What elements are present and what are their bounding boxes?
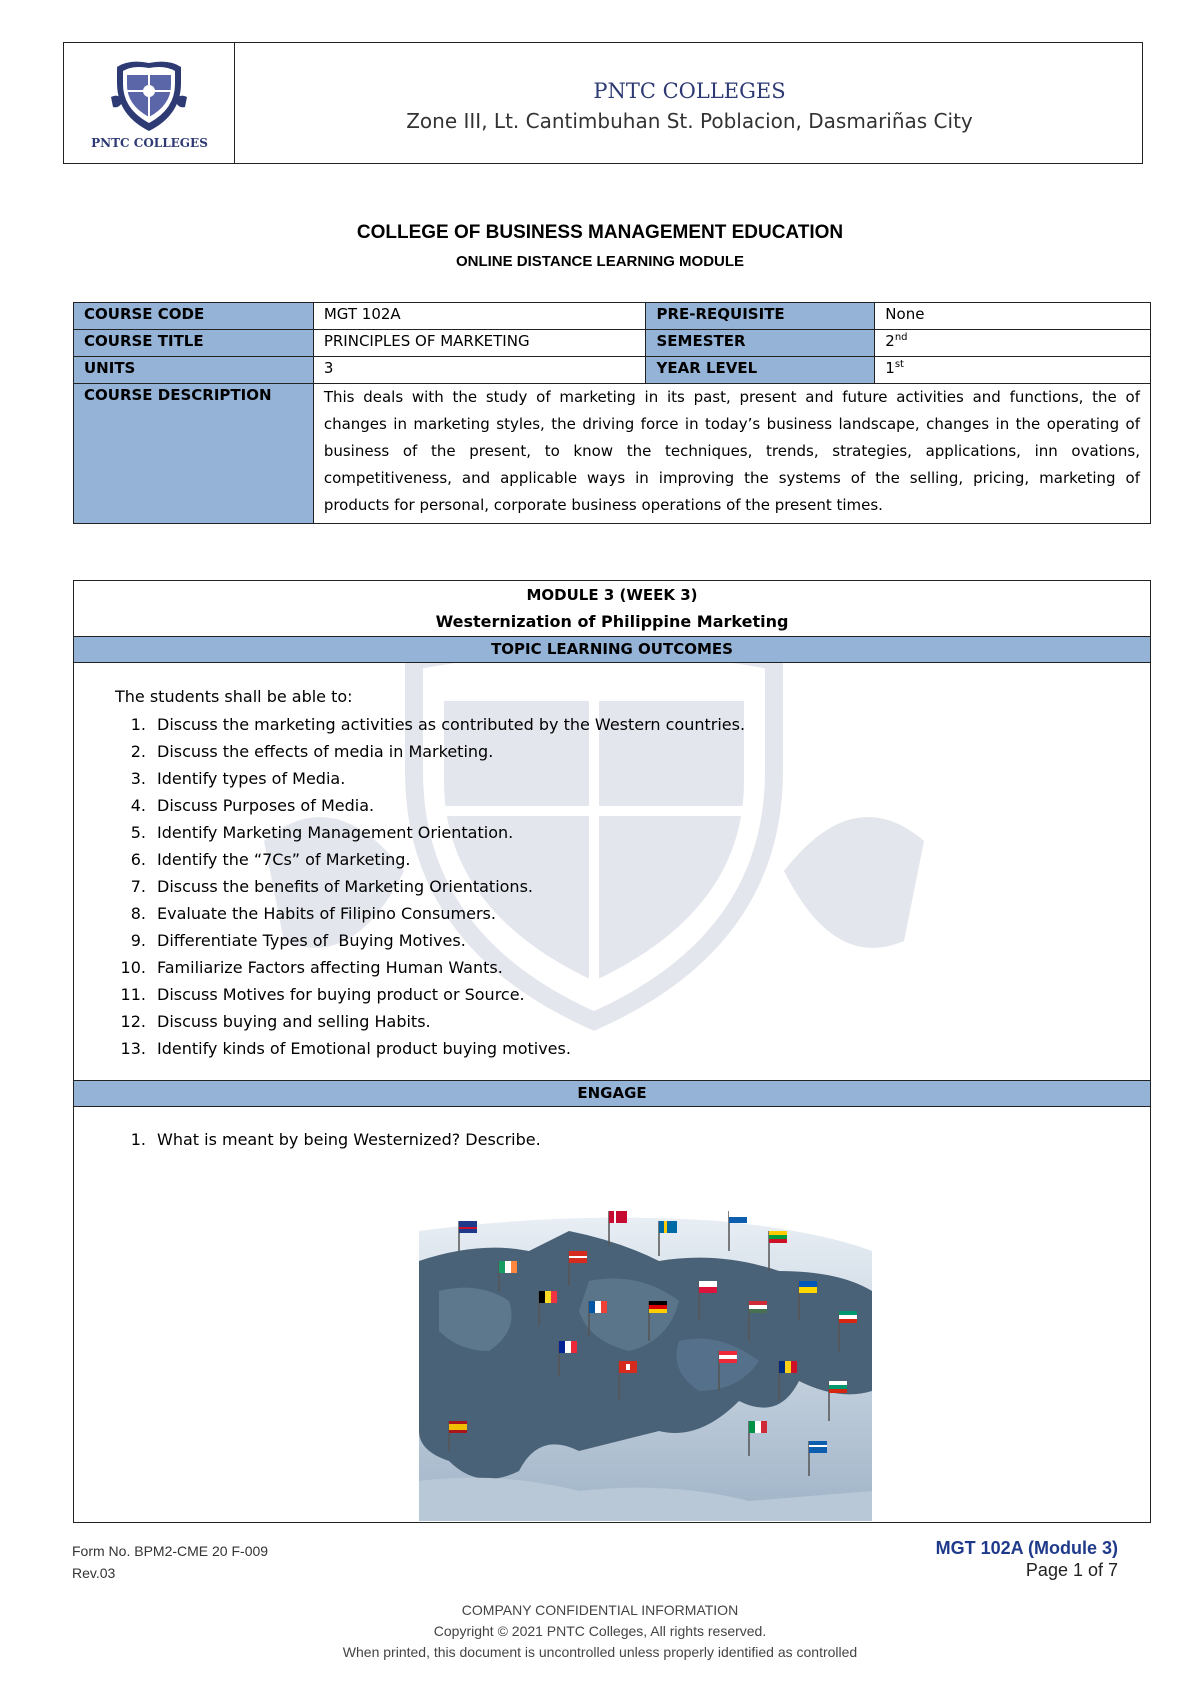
list-item: [108, 738, 745, 765]
page-number: Page 1 of 7: [1025, 1560, 1118, 1580]
topic-learning-outcomes-heading: TOPIC LEARNING OUTCOMES: [74, 636, 1150, 663]
prerequisite-value: None: [875, 303, 1151, 330]
list-item: [108, 792, 745, 819]
item-number: 7.: [130, 877, 146, 896]
item-text: Identify kinds of Emotional product buying motives.: [157, 1039, 571, 1058]
college-address: Zone III, Lt. Cantimbuhan St. Poblacion, Dasmariñas City: [406, 109, 973, 133]
header-box: [63, 42, 1143, 164]
prerequisite-label: PRE-REQUISITE: [646, 303, 875, 330]
item-number: 6.: [130, 850, 146, 869]
units-value: 3: [313, 357, 646, 384]
course-description-label: COURSE DESCRIPTION: [74, 384, 314, 524]
units-label: UNITS: [74, 357, 314, 384]
item-text: Discuss the marketing activities as contributed by the Western countries.: [157, 715, 746, 734]
course-description-text: This deals with the study of marketing in its past, present and future activities and functions, the of changes in marketing styles, the driving force in today’s business landscape, changes in the operating of business of the present, to know the techniques, trends, strategies, applications, inn ovations, competitiveness, and applicable ways in improving the systems of the selling, pricing, marketing of products for personal, corporate business operations of the present times.: [313, 384, 1150, 524]
year-suffix: st: [894, 359, 904, 370]
semester-number: 2: [885, 332, 895, 350]
module-subtitle: Westernization of Philippine Marketing: [435, 612, 789, 631]
item-number: 3.: [130, 769, 146, 788]
item-number: 10.: [120, 958, 146, 977]
year-number: 1: [885, 359, 895, 377]
table-row: [74, 303, 1151, 330]
list-item: [108, 900, 745, 927]
europe-flags-map-image: [419, 1191, 872, 1521]
course-title-value: PRINCIPLES OF MARKETING: [313, 330, 646, 357]
semester-suffix: nd: [894, 332, 908, 343]
module-type: ONLINE DISTANCE LEARNING MODULE: [455, 253, 745, 270]
college-name: PNTC COLLEGES: [593, 79, 786, 103]
item-number: 2.: [130, 742, 146, 761]
list-item: [108, 846, 745, 873]
list-item: [108, 927, 745, 954]
list-item: [108, 981, 745, 1008]
engage-heading: ENGAGE: [74, 1080, 1150, 1107]
college-crest-logo: [109, 53, 189, 135]
item-text: Familiarize Factors affecting Human Wants.: [157, 958, 503, 977]
year-level-label: YEAR LEVEL: [646, 357, 875, 384]
item-number: 5.: [130, 823, 146, 842]
item-text: Discuss the benefits of Marketing Orientations.: [157, 877, 533, 896]
item-text: Identify Marketing Management Orientation.: [157, 823, 514, 842]
item-number: 9.: [130, 931, 146, 950]
item-text: Evaluate the Habits of Filipino Consumers.: [157, 904, 496, 923]
table-row: [74, 384, 1151, 524]
course-code-label: COURSE CODE: [74, 303, 314, 330]
item-number: 8.: [130, 904, 146, 923]
course-code-value: MGT 102A: [313, 303, 646, 330]
item-text: Identify types of Media.: [157, 769, 346, 788]
item-text: Differentiate Types of Buying Motives.: [157, 931, 466, 950]
question-text: What is meant by being Westernized? Describe.: [157, 1130, 541, 1149]
module-box: [73, 580, 1151, 1523]
item-text: Discuss buying and selling Habits.: [157, 1012, 431, 1031]
table-row: [74, 330, 1151, 357]
course-info-table: [73, 302, 1151, 524]
item-number: 1.: [130, 715, 146, 734]
module-title: MODULE 3 (WEEK 3): [526, 586, 698, 604]
list-item: [108, 1035, 745, 1062]
question-number: 1.: [130, 1130, 146, 1149]
copyright-notice: Copyright © 2021 PNTC Colleges, All rights reserved.: [433, 1623, 767, 1639]
semester-value: [875, 330, 1151, 357]
footer-course-module: MGT 102A (Module 3): [935, 1538, 1118, 1558]
semester-label: SEMESTER: [646, 330, 875, 357]
form-number: Form No. BPM2-CME 20 F-009: [72, 1543, 269, 1559]
engage-question: [108, 1130, 541, 1149]
item-text: Discuss the effects of media in Marketing.: [157, 742, 494, 761]
item-number: 13.: [120, 1039, 146, 1058]
item-text: Discuss Purposes of Media.: [157, 796, 375, 815]
department-title: COLLEGE OF BUSINESS MANAGEMENT EDUCATION: [356, 222, 844, 243]
table-row: [74, 357, 1151, 384]
list-item: [108, 1008, 745, 1035]
outcomes-intro: The students shall be able to:: [115, 687, 353, 706]
item-number: 12.: [120, 1012, 146, 1031]
list-item: [108, 954, 745, 981]
item-text: Identify the “7Cs” of Marketing.: [157, 850, 411, 869]
list-item: [108, 765, 745, 792]
revision: Rev.03: [72, 1565, 116, 1581]
item-number: 11.: [120, 985, 146, 1004]
logo-cell: [64, 43, 235, 163]
year-level-value: [875, 357, 1151, 384]
item-number: 4.: [130, 796, 146, 815]
course-title-label: COURSE TITLE: [74, 330, 314, 357]
confidential-notice: COMPANY CONFIDENTIAL INFORMATION: [461, 1602, 739, 1618]
list-item: [108, 819, 745, 846]
outcomes-list: [108, 711, 745, 1062]
logo-text: PNTC COLLEGES: [91, 136, 208, 150]
printed-notice: When printed, this document is uncontrolled unless properly identified as controlled: [342, 1644, 858, 1660]
item-text: Discuss Motives for buying product or Source.: [157, 985, 525, 1004]
list-item: [108, 873, 745, 900]
list-item: [108, 711, 745, 738]
